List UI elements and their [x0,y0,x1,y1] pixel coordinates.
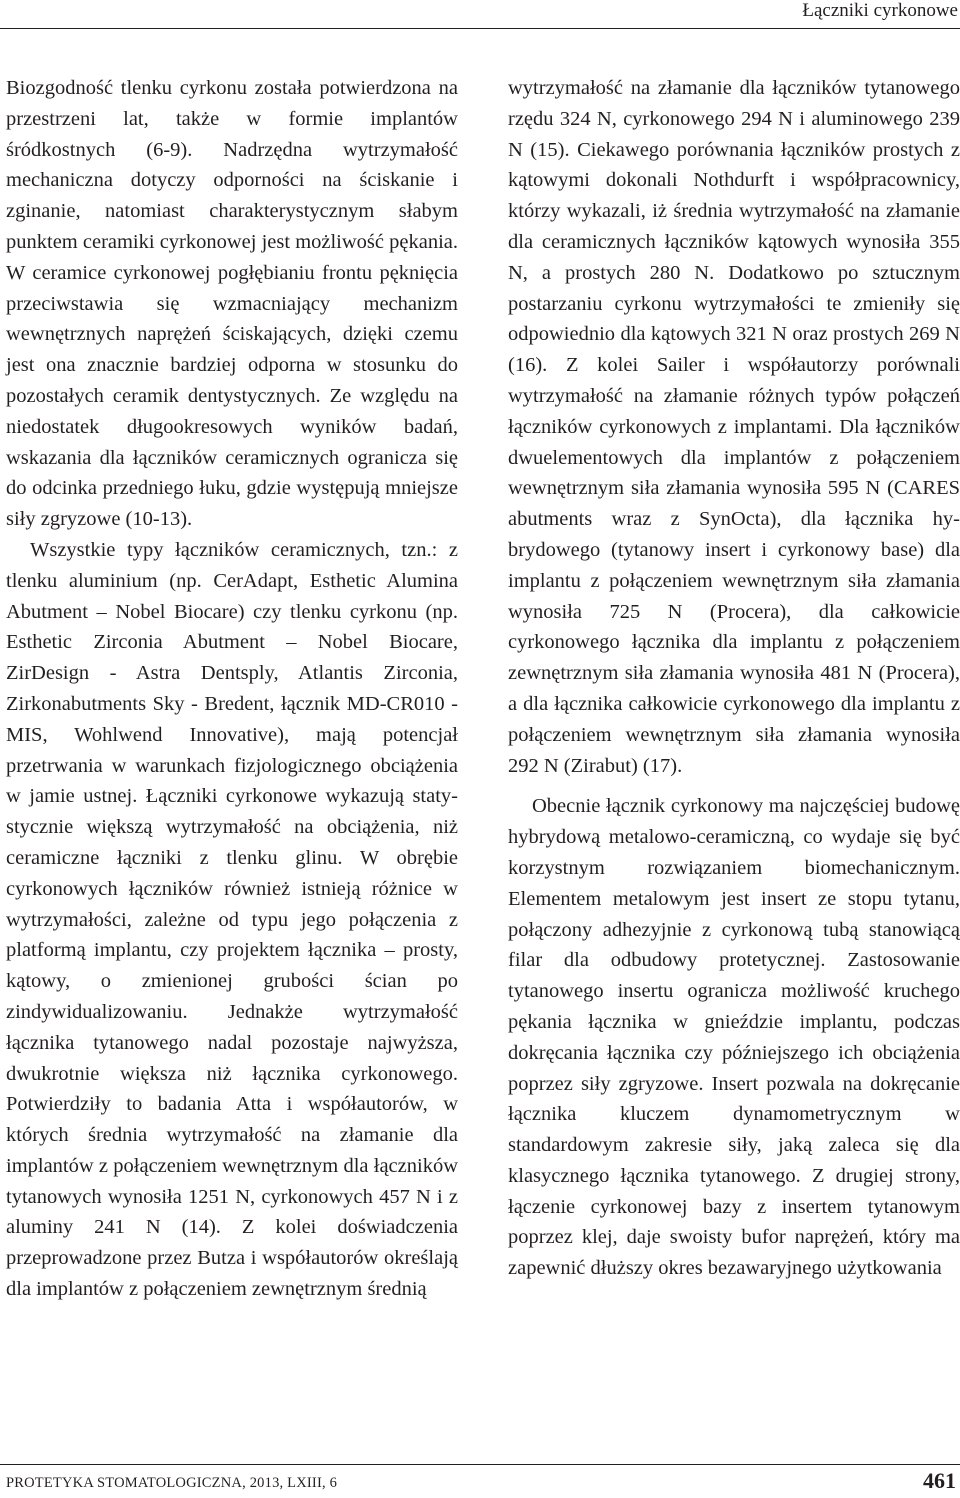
header-rule [0,28,960,29]
right-paragraph-1: wytrzymałość na złamanie dla łączników tytanowego rzędu 324 N, cyrkonowego 294 N i aluminowego 239 N (15). Ciekawego porównania łączników prostych z kątowymi dokonali Nothdurft i współpracownicy, którzy wykazali, iż średnia wytrzymałość na złamanie dla ceramicznych łączników kątowych wynosiła 355 N, a prostych 280 N. Dodatkowo po sztucznym postarzaniu cyrkonu wytrzymałości te zmieniły się odpowiednio dla kątowych 321 N oraz prostych 269 N (16). Z kolei Sailer i współautorzy porównali wytrzymałość na złamanie różnych typów połączeń łączników cyrkonowych z implantami. Dla łączników dwuelementowych dla implantów z połączeniem wewnętrznym siła złamania wynosiła 595 N (CARES abutments wraz z SynOcta), dla łącznika hybrydowego (tytanowy insert i cyrkonowy base) dla implantu z połączeniem wewnętrznym siła złamania wynosiła 725 N (Procera), dla całkowicie cyrkonowego łącznika dla implantu z połączeniem zewnętrznym siła złamania wynosiła 481 N (Procera), a dla łącznika całkowicie cyrkonowego dla implantu z połączeniem wewnętrznym siła złamania wynosiła 292 N (Zirabut) (17). [508,77,960,777]
page-number: 461 [923,1468,956,1493]
right-paragraph-2: Obecnie łącznik cyrkonowy ma najczęściej budowę hybrydową metalowo-ceramiczną, co wydaje się być korzystnym rozwiązaniem biomechanicznym. Elementem metalowym jest insert ze stopu tytanu, połączony adhezyjnie z cyrkonową tubą stanowiącą filar dla odbudowy protetycznej. Zastosowanie tytanowego insertu ogranicza możliwość kruchego pękania łącznika w gnieździe implantu, podczas dokręcania łącznika czy późniejszego ich obciążenia poprzez siły zgryzowe. Insert pozwala na dokręcanie łącznika kluczem dynamometrycznym w standardowym zakresie siły, jaką zaleca się dla klasycznego łącznika tytanowego. Z drugiej strony, łączenie cyrkonowej bazy z insertem tytanowym poprzez klej, daje swoisty bufor naprężeń, który ma zapewnić dłuższy okres bezawaryjnego użytkowania [508,795,960,1280]
right-column [508,73,960,1284]
footer-rule [0,1464,960,1465]
running-header: Łączniki cyrkonowe [802,0,958,21]
journal-citation: PROTETYKA STOMATOLOGICZNA, 2013, LXIII, 6 [6,1475,338,1491]
left-column [6,73,458,1305]
left-paragraph-2: Wszystkie typy łączników ceramicznych, tzn.: z tlenku aluminium (np. CerAdapt, Esthetic Alumina Abutment – Nobel Biocare) czy tlenku cyrkonu (np. Esthetic Zirconia Abutment – Nobel Biocare, ZirDesign - Astra Dentsply, Atlantis Zirconia, Zirkonabutments Sky - Bredent, łącznik MD-CR010 - MIS, Wohlwend Innovative), mają potencjał przetrwania w warunkach fizjologicznego obciążenia w jamie ustnej. Łączniki cyrkonowe wykazują statystycznie większą wytrzymałość na obciążenia, niż ceramiczne łączniki z tlenku glinu. W obrębie cyrkonowych łączników również istnieją różnice w wytrzymałości, zależne od typu jego połączenia z platformą implantu, czy projektem łącznika – prosty, kątowy, o zmienionej grubości ścian po zindywidualizowaniu. Jednakże wytrzymałość łącznika tytanowego nadal pozostaje najwyższa, dwukrotnie większa niż łącznika cyrkonowego. Potwierdziły to badania Atta i współautorów, w których średnia wytrzymałość na złamanie dla implantów z połączeniem wewnętrznym dla łączników tytanowych wynosiła 1251 N, cyrkonowych 457 N i z aluminy 241 N (14). Z kolei doświadczenia przeprowadzone przez Butza i współautorów określają dla implantów z połączeniem zewnętrznym średnią [6,538,458,1301]
left-paragraph-1: Biozgodność tlenku cyrkonu została potwierdzona na przestrzeni lat, także w formie implantów śródkostnych (6-9). Nadrzędna wytrzymałość mechaniczna dotyczy odporności na ściskanie i zginanie, natomiast charakterystycznym słabym punktem ceramiki cyrkonowej jest możliwość pękania. W ceramice cyrkonowej pogłębianiu frontu pęknięcia przeciwstawia się wzmacniający mechanizm wewnętrznych naprężeń ściskających, dzięki czemu jest ona znacznie bardziej odporna w stosunku do pozostałych ceramik dentystycznych. Ze względu na niedostatek długookresowych wyników badań, wskazania dla łączników ceramicznych ogranicza się do odcinka przedniego łuku, gdzie występują mniejsze siły zgryzowe (10-13). [6,77,459,531]
